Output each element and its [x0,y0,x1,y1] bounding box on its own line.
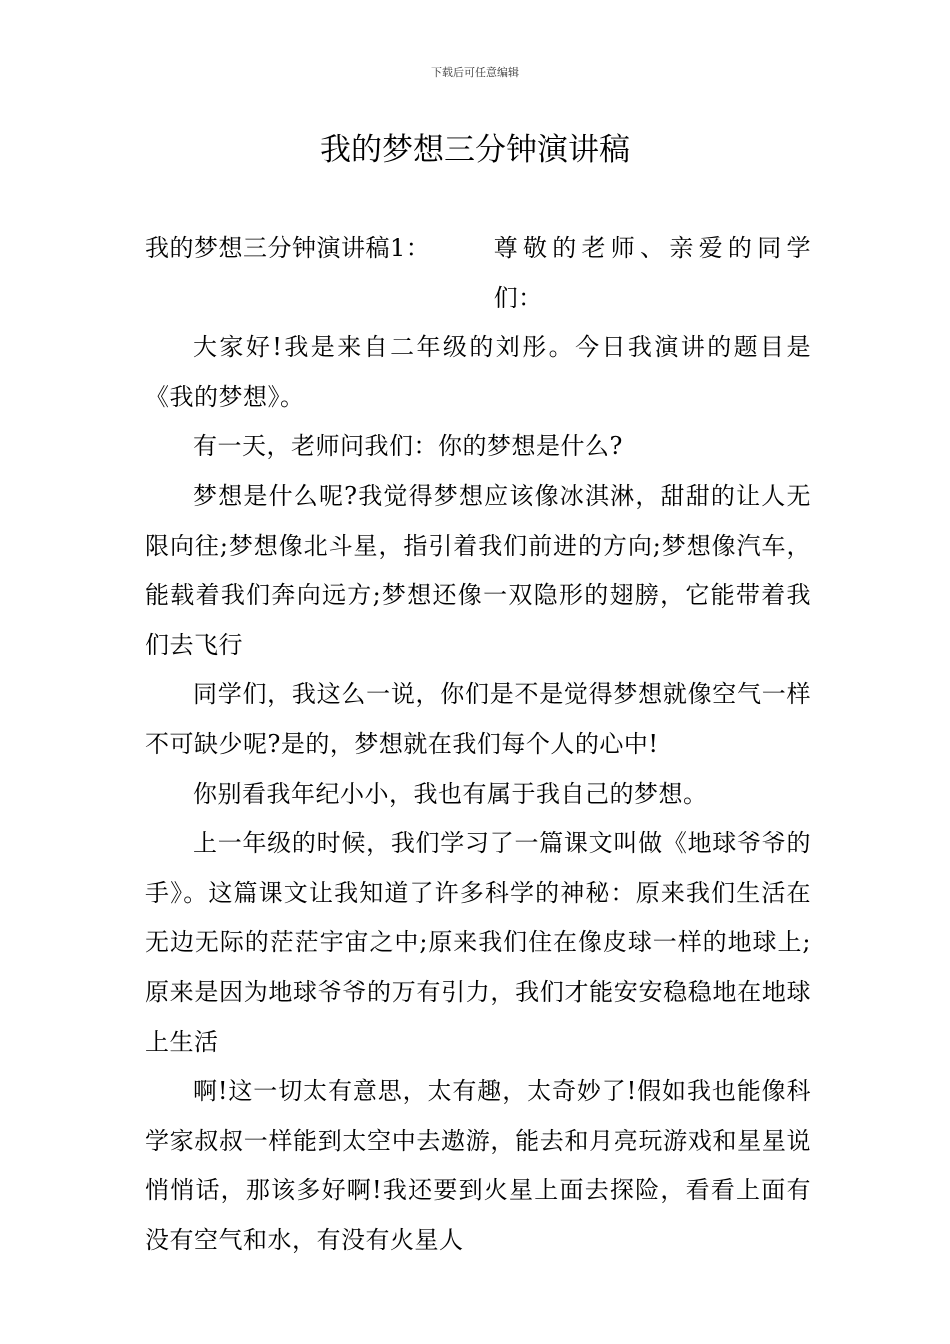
paragraph-5: 你别看我年纪小小，我也有属于我自己的梦想。 [193,779,708,808]
paragraph-2: 有一天，老师问我们：你的梦想是什么? [193,432,623,461]
paragraph-3: 梦想是什么呢?我觉得梦想应该像冰淇淋，甜甜的让人无限向往;梦想像北斗星，指引着我们前进的方向;梦想像汽车，能载着我们奔向远方;梦想还像一双隐形的翅膀，它能带着我们去飞行 [145,481,811,659]
document-body [145,224,811,1265]
speech-intro-label: 我的梦想三分钟演讲稿1： [145,234,431,262]
paragraph-1: 大家好!我是来自二年级的刘彤。今日我演讲的题目是《我的梦想》。 [145,333,811,411]
document-title: 我的梦想三分钟演讲稿 [320,132,630,168]
page-header-note: 下载后可任意编辑 [431,66,519,79]
salutation: 尊敬的老师、亲爱的同学们： [493,234,811,312]
intro-line [145,224,811,323]
paragraph-4: 同学们，我这么一说，你们是不是觉得梦想就像空气一样不可缺少呢?是的，梦想就在我们每个人的心中! [145,680,811,758]
paragraph-6: 上一年级的时候，我们学习了一篇课文叫做《地球爷爷的手》。这篇课文让我知道了许多科学的神秘：原来我们生活在无边无际的茫茫宇宙之中;原来我们住在像皮球一样的地球上;原来是因为地球爷爷的万有引力，我们才能安安稳稳地在地球上生活 [145,829,811,1056]
paragraph-7: 啊!这一切太有意思，太有趣，太奇妙了!假如我也能像科学家叔叔一样能到太空中去遨游，能去和月亮玩游戏和星星说悄悄话，那该多好啊!我还要到火星上面去探险，看看上面有没有空气和水，有没有火星人 [145,1077,811,1254]
